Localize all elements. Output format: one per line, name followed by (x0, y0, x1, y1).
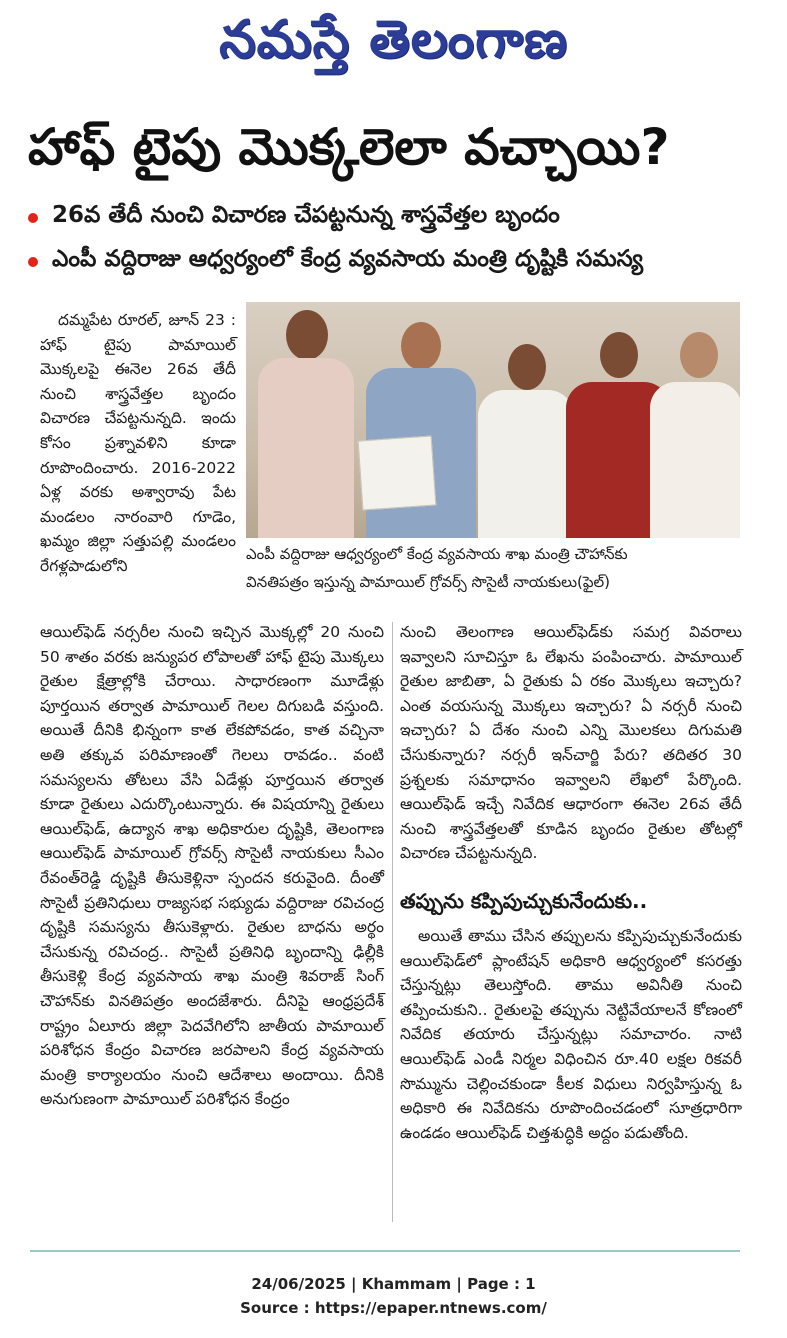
column-divider (392, 622, 393, 1222)
footer-date-line: 24/06/2025 | Khammam | Page : 1 (251, 1275, 536, 1293)
article-intro (40, 308, 236, 579)
bullet-dot-icon (28, 213, 38, 223)
bullet-text: ఎంపీ వద్దిరాజు ఆధ్వర్యంలో కేంద్ర వ్యవసాయ మంత్రి దృష్టికి సమస్య (52, 246, 644, 272)
bullet-item (28, 240, 768, 284)
right-column-text-after: అయితే తాము చేసిన తప్పులను కప్పిపుచ్చుకునేందుకు ఆయిల్‌ఫెడ్‌లో ప్లాంటేషన్ అధికారి ఆధ్వర్యంలో కసరత్తు చేస్తున్నట్లు తెలుస్తోంది. తాము అవినీతి నుంచి తప్పించుకుని.. రైతులపై తప్పును నెట్టివేయాలనే కోణంలో నివేదిక తయారు చేస్తున్నట్లు సమాచారం. నాటి ఆయిల్‌ఫెడ్ ఎండీ నిర్మల విధించిన రూ.40 లక్షల రికవరీ సొమ్మును చెల్లించకుండా కీలక విధులు నిర్వహిస్తున్న ఓ అధికారి ఈ నివేదికను రూపొందించడంలో సూత్రధారిగా ఉండడం ఆయిల్‌ఫెడ్ చిత్తశుద్ధికి అద్దం పడుతోంది. (400, 926, 742, 1142)
right-column-text: నుంచి తెలంగాణ ఆయిల్‌ఫెడ్‌కు సమగ్ర వివరాలు ఇవ్వాలని సూచిస్తూ ఓ లేఖను పంపించారు. పామాయిల్ రైతుల జాబితా, ఏ రైతుకు ఏ రకం మొక్కలు ఇచ్చారు? ఎంత వయసున్న మొక్కలు ఇచ్చారు? ఏ నర్సరీ నుంచి ఇచ్చారు? ఏ దేశం నుంచి ఎన్ని మొలకలు దిగుమతి చేసుకున్నారు? నర్సరీ ఇన్‌చార్జి పేరు? తదితర 30 ప్రశ్నలకు సమాధానం ఇవ్వాలని లేఖలో పేర్కొంది. ఆయిల్‌ఫెడ్ ఇచ్చే నివేదిక ఆధారంగా ఈనెల 26వ తేదీ నుంచి శాస్త్రవేత్తలతో కూడిన బృందం రైతుల తోటల్లో విచారణ చేపట్టనున్నది. (400, 623, 742, 863)
caption-line: ఎంపీ వద్దిరాజు ఆధ్వర్యంలో కేంద్ర వ్యవసాయ శాఖ మంత్రి చౌహాన్‌కు (246, 545, 628, 563)
article-left-column (40, 620, 384, 1112)
footer-source-link[interactable]: Source : https://epaper.ntnews.com/ (240, 1299, 547, 1317)
memorandum-paper (358, 436, 437, 511)
person-figure (478, 342, 574, 538)
sub-heading: తప్పును కప్పిపుచ్చుకునేందుకు.. (400, 888, 648, 913)
article-right-column (400, 620, 742, 1145)
bullet-dot-icon (28, 257, 38, 267)
photo-caption (246, 540, 746, 596)
headline: హాఫ్ టైపు మొక్కలెలా వచ్చాయి? (28, 118, 670, 176)
highlight-bullets (28, 196, 768, 284)
person-figure (258, 308, 354, 538)
masthead-logo: నమస్తే తెలంగాణ (219, 10, 568, 70)
person-figure (650, 332, 740, 538)
caption-line: వినతిపత్రం ఇస్తున్న పామాయిల్ గ్రోవర్స్ సొసైటీ నాయకులు(ఫైల్) (246, 573, 611, 591)
left-column-text: ఆయిల్‌ఫెడ్ నర్సరీల నుంచి ఇచ్చిన మొక్కల్లో 20 నుంచి 50 శాతం వరకు జన్యుపర లోపాలతో హాఫ్ టైపు మొక్కలు రైతుల క్షేత్రాల్లోకి చేరాయి. సాధారణంగా మూడేళ్లు పూర్తయిన తర్వాత పామాయిల్ గెలల దిగుబడి వస్తుంది. అయితే దీనికి భిన్నంగా కాత లేకపోవడం, కాత వచ్చినా అతి తక్కువ పరిమాణంతో గెలలు రావడం.. వంటి సమస్యలను తోటలు వేసి ఏడేళ్లు పూర్తయిన తర్వాత కూడా రైతులు ఎదుర్కొంటున్నారు. ఈ విషయాన్ని రైతులు ఆయిల్‌ఫెడ్, ఉద్యాన శాఖ అధికారుల దృష్టికి, తెలంగాణ ఆయిల్‌ఫెడ్ పామాయిల్ గ్రోవర్స్ సొసైటీ నాయకులు సీఎం రేవంత్‌రెడ్డి దృష్టికి తీసుకెళ్లినా స్పందన కరువైంది. దీంతో సొసైటీ ప్రతినిధులు రాజ్యసభ సభ్యుడు వద్దిరాజు రవిచంద్ర దృష్టికి సమస్యను తీసుకెళ్లారు. రైతుల బాధను అర్థం చేసుకున్న రవిచంద్ర.. సొసైటీ ప్రతినిధి బృందాన్ని ఢిల్లీకి తీసుకెళ్లి కేంద్ర వ్యవసాయ శాఖ మంత్రి శివరాజ్ సింగ్ చౌహాన్‌కు వినతిపత్రం అందజేశారు. దీనిపై ఆంధ్రప్రదేశ్ రాష్ట్రం ఏలూరు జిల్లా పెదవేగిలోని జాతీయ పామాయిల్ పరిశోధన కేంద్రం విచారణ జరపాలని కేంద్ర వ్యవసాయ మంత్రి కార్యాలయం నుంచి ఆదేశాలు అందాయి. దీనికి అనుగుణంగా పామాయిల్ పరిశోధన కేంద్రం (40, 623, 384, 1109)
intro-paragraph: దమ్మపేట రూరల్, జూన్ 23 : హాఫ్ టైపు పామాయిల్ మొక్కలపై ఈనెల 26వ తేదీ నుంచి శాస్త్రవేత్తల బృందం విచారణ చేపట్టనున్నది. ఇందు కోసం ప్రశ్నావళిని కూడా రూపొందించారు. 2016-2022 ఏళ్ల వరకు అశ్వారావు పేట మండలం నారంవారి గూడెం, ఖమ్మం జిల్లా సత్తుపల్లి మండలం రేగళ్లపాడులోని (40, 311, 236, 575)
news-photo (246, 302, 740, 538)
bullet-item (28, 196, 768, 240)
bottom-rule (30, 1250, 740, 1252)
bullet-text: 26వ తేదీ నుంచి విచారణ చేపట్టనున్న శాస్త్రవేత్తల బృందం (52, 202, 560, 228)
